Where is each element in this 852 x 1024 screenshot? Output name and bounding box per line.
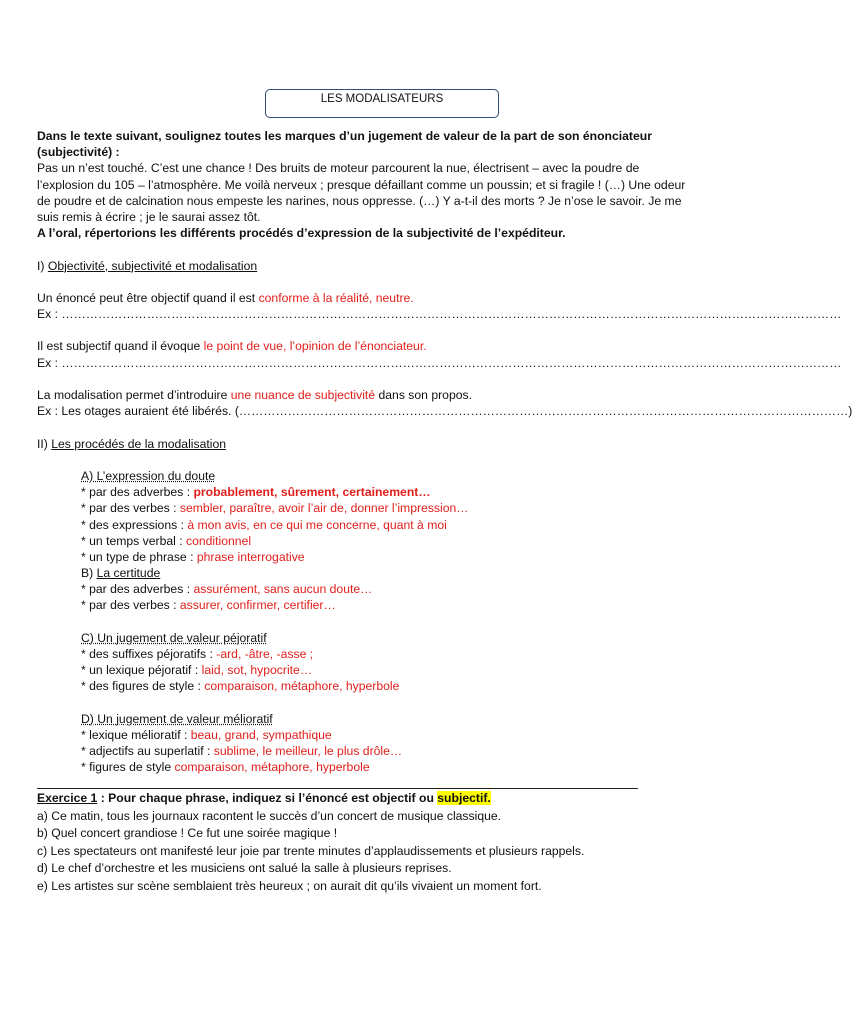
exercise-label: Exercice 1 [37, 791, 98, 805]
section-1-title: Objectivité, subjectivité et modalisation [47, 258, 258, 273]
exercise-item: c) Les spectateurs ont manifesté leur joie par trente minutes d’applaudissements et plusieurs rappels. [37, 843, 585, 858]
example-line-1: Ex : ………………………………………………………………………………………………………………………………………………………………………… [37, 307, 842, 322]
objectif-text: Un énoncé peut être objectif quand il est [37, 290, 259, 305]
document-title: LES MODALISATEURS [320, 93, 444, 105]
exercise-item: e) Les artistes sur scène semblaient très heureux ; on aurait dit qu’ils vivaient un moment fort. [37, 878, 542, 893]
modalisation-text: La modalisation permet d’introduire [37, 388, 231, 402]
list-item: * lexique mélioratif : beau, grand, sympathique [81, 727, 332, 742]
exercise-item: d) Le chef d’orchestre et les musiciens ont salué la salle à plusieurs reprises. [37, 861, 452, 875]
instruction-line-2: (subjectivité) : [37, 145, 120, 160]
list-item: * un type de phrase : phrase interrogative [81, 549, 305, 564]
list-item: * figures de style comparaison, métaphore, hyperbole [81, 760, 370, 775]
exercise-instruction: : Pour chaque phrase, indiquez si l’énoncé est objectif ou [97, 791, 438, 805]
exercise-block [37, 790, 757, 895]
modalisation-text-end: dans son propos. [375, 388, 472, 402]
document-title-box [265, 89, 499, 118]
subjectif-key: le point de vue, l’opinion de l’énonciateur. [203, 339, 427, 354]
text-line: suis remis à écrire ; je le saurai assez tôt. [37, 209, 261, 224]
exercise-item: b) Quel concert grandiose ! Ce fut une soirée magique ! [37, 826, 338, 840]
horizontal-rule [37, 788, 638, 789]
list-item: * des figures de style : comparaison, métaphore, hyperbole [81, 679, 400, 694]
modalisation-definition [37, 387, 737, 403]
objectif-definition [37, 290, 737, 306]
example-line-3: Ex : Les otages auraient été libérés. (……………………………………………………………………………………………………………………………………) [37, 404, 852, 419]
text-line: l’explosion du 105 – l’atmosphère. Me voilà nerveux ; presque défaillant comme un poussin; et si fragile ! (…) Une odeur [37, 177, 686, 192]
list-item: * adjectifs au superlatif : sublime, le meilleur, le plus drôle… [81, 744, 403, 759]
exercise-heading [37, 790, 757, 808]
subsection-a-title: A) L’expression du doute [81, 468, 216, 483]
exercise-highlight: subjectif. [437, 791, 491, 805]
modalisation-key: une nuance de subjectivité [230, 388, 376, 402]
list-item: * par des adverbes : probablement, sûrement, certainement… [81, 485, 431, 500]
list-item: * par des verbes : sembler, paraître, avoir l’air de, donner l’impression… [81, 501, 469, 516]
section-2-number: II) [37, 436, 52, 451]
list-item: * des suffixes péjoratifs : -ard, -âtre, -asse ; [81, 647, 314, 661]
section-1-number: I) [37, 258, 48, 273]
subsection-d-title: D) Un jugement de valeur mélioratif [81, 711, 273, 726]
subjectif-definition [37, 338, 737, 354]
section-2-heading [37, 436, 737, 452]
subjectif-text: Il est subjectif quand il évoque [37, 339, 204, 354]
section-1-heading [37, 258, 737, 274]
text-line: Pas un n’est touché. C’est une chance ! Des bruits de moteur parcourent la nue, électrisent – avec la poudre de [37, 161, 640, 176]
instruction-line: Dans le texte suivant, soulignez toutes les marques d’un jugement de valeur de la part de son énonciateur [37, 129, 652, 143]
list-item: * un temps verbal : conditionnel [81, 533, 252, 548]
list-item: * des expressions : à mon avis, en ce qui me concerne, quant à moi [81, 517, 447, 532]
list-item: * par des verbes : assurer, confirmer, certifier… [81, 598, 336, 613]
exercise-item: a) Ce matin, tous les journaux racontent le succès d’un concert de musique classique. [37, 808, 502, 823]
section-2-title: Les procédés de la modalisation [51, 436, 227, 451]
objectif-key: conforme à la réalité, neutre. [258, 290, 414, 305]
example-line-2: Ex : ………………………………………………………………………………………………………………………………………………………………………… [37, 355, 842, 370]
list-item: * un lexique péjoratif : laid, sot, hypocrite… [81, 663, 313, 678]
document-body [37, 128, 852, 776]
list-item: * par des adverbes : assurément, sans aucun doute… [81, 582, 373, 597]
oral-instruction: A l’oral, répertorions les différents procédés d’expression de la subjectivité de l’expéditeur. [37, 226, 566, 241]
subsection-c-title: C) Un jugement de valeur péjoratif [81, 630, 267, 645]
subsection-b-title: B) La certitude [81, 566, 161, 581]
text-line: de poudre et de calcination nous empeste les narines, nous oppresse. (…) Y a-t-il des morts ? Je n’ose le savoir. Je me [37, 193, 682, 208]
